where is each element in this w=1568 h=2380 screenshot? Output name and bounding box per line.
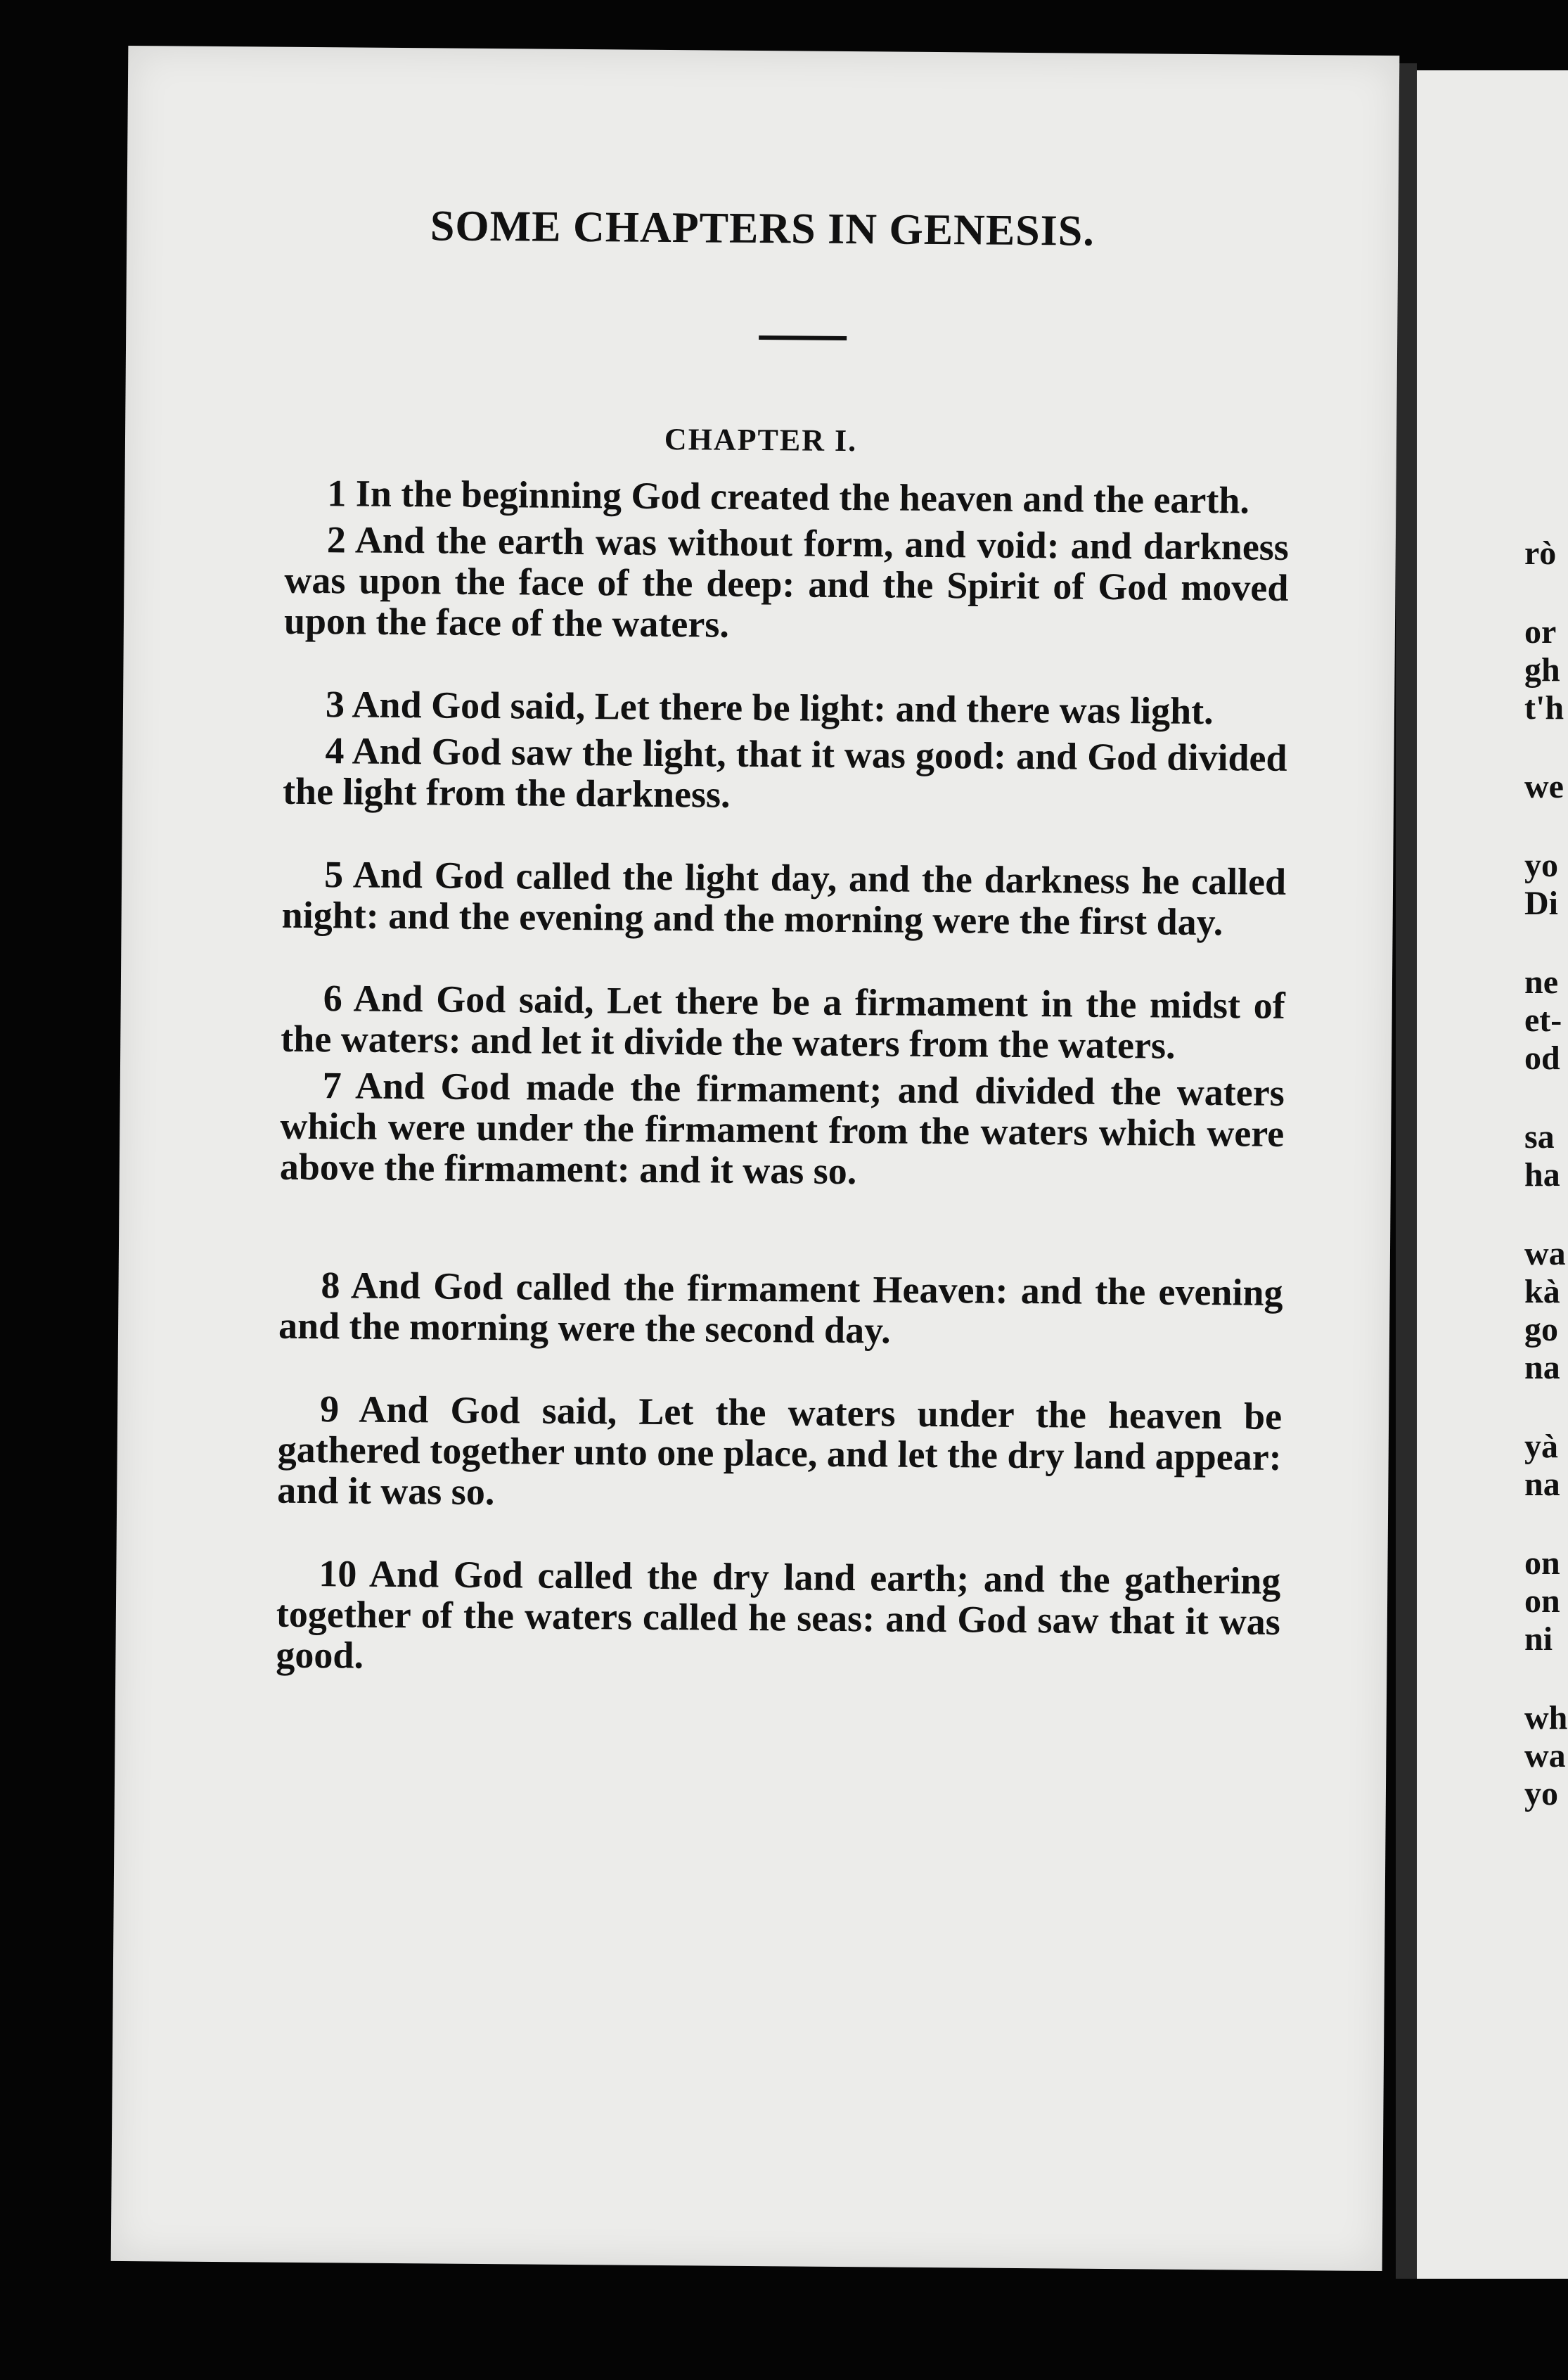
facing-fragment: go	[1524, 1311, 1558, 1348]
book-page	[111, 46, 1400, 2271]
facing-fragment: yà	[1524, 1428, 1558, 1465]
facing-fragment: or	[1524, 613, 1557, 651]
verse-list	[276, 473, 1289, 1683]
book-gutter	[1396, 63, 1417, 2279]
facing-fragment: rò	[1524, 535, 1557, 572]
verse-4: 4 And God saw the light, that it was good: and God divided the light from the darkness.	[282, 729, 1287, 816]
facing-fragment: sa	[1524, 1118, 1555, 1156]
chapter-heading: CHAPTER I.	[664, 421, 858, 459]
facing-fragment: wa	[1524, 1737, 1566, 1774]
facing-fragment: na	[1524, 1349, 1560, 1386]
verse-3: 3 And God said, Let there be light: and there was light.	[325, 683, 1214, 733]
facing-fragment: Di	[1524, 885, 1558, 922]
facing-fragment: ha	[1524, 1156, 1560, 1194]
verse-6: 6 And God said, Let there be a firmament in the midst of the waters: and let it divide the waters from the waters.	[281, 977, 1285, 1067]
verse-5: 5 And God called the light day, and the darkness he called night: and the evening and the morning were the first day.	[281, 853, 1287, 944]
verse-1: 1 In the beginning God created the heaven and the earth.	[327, 472, 1250, 522]
facing-fragment: on	[1524, 1582, 1560, 1620]
facing-fragment: kà	[1524, 1273, 1560, 1310]
verse-7: 7 And God made the firmament; and divided the waters which were under the firmament from the waters which were above the firmament: and it was so.	[279, 1064, 1285, 1193]
page-title: SOME CHAPTERS IN GENESIS.	[430, 202, 1095, 255]
facing-fragment: t'h	[1524, 689, 1564, 727]
facing-fragment: ne	[1524, 964, 1558, 1001]
facing-fragment: na	[1524, 1466, 1560, 1503]
facing-fragment: et-	[1524, 1002, 1562, 1039]
verse-8: 8 And God called the firmament Heaven: and the evening and the morning were the second day.	[278, 1264, 1283, 1352]
title-rule	[759, 335, 847, 340]
facing-fragment: od	[1524, 1039, 1560, 1077]
facing-fragment: ni	[1524, 1620, 1553, 1658]
facing-fragment: wa	[1524, 1235, 1566, 1272]
verse-9: 9 And God said, Let the waters under the heaven be gathered together unto one place, and let the dry land appear: and it was so.	[277, 1388, 1283, 1514]
facing-fragment: wh	[1524, 1699, 1568, 1736]
facing-page-text	[1524, 535, 1567, 1813]
facing-fragment: yo	[1524, 847, 1558, 884]
facing-fragment: yo	[1524, 1775, 1558, 1812]
facing-fragment: gh	[1524, 651, 1560, 689]
verse-10: 10 And God called the dry land earth; and the gathering together of the waters called he seas: and God saw that it was good.	[276, 1552, 1281, 1677]
verse-2: 2 And the earth was without form, and void: and darkness was upon the face of the deep: and the Spirit of God moved upon the face of the waters.	[283, 518, 1290, 646]
facing-fragment: on	[1524, 1544, 1560, 1582]
facing-fragment: we	[1524, 768, 1564, 805]
